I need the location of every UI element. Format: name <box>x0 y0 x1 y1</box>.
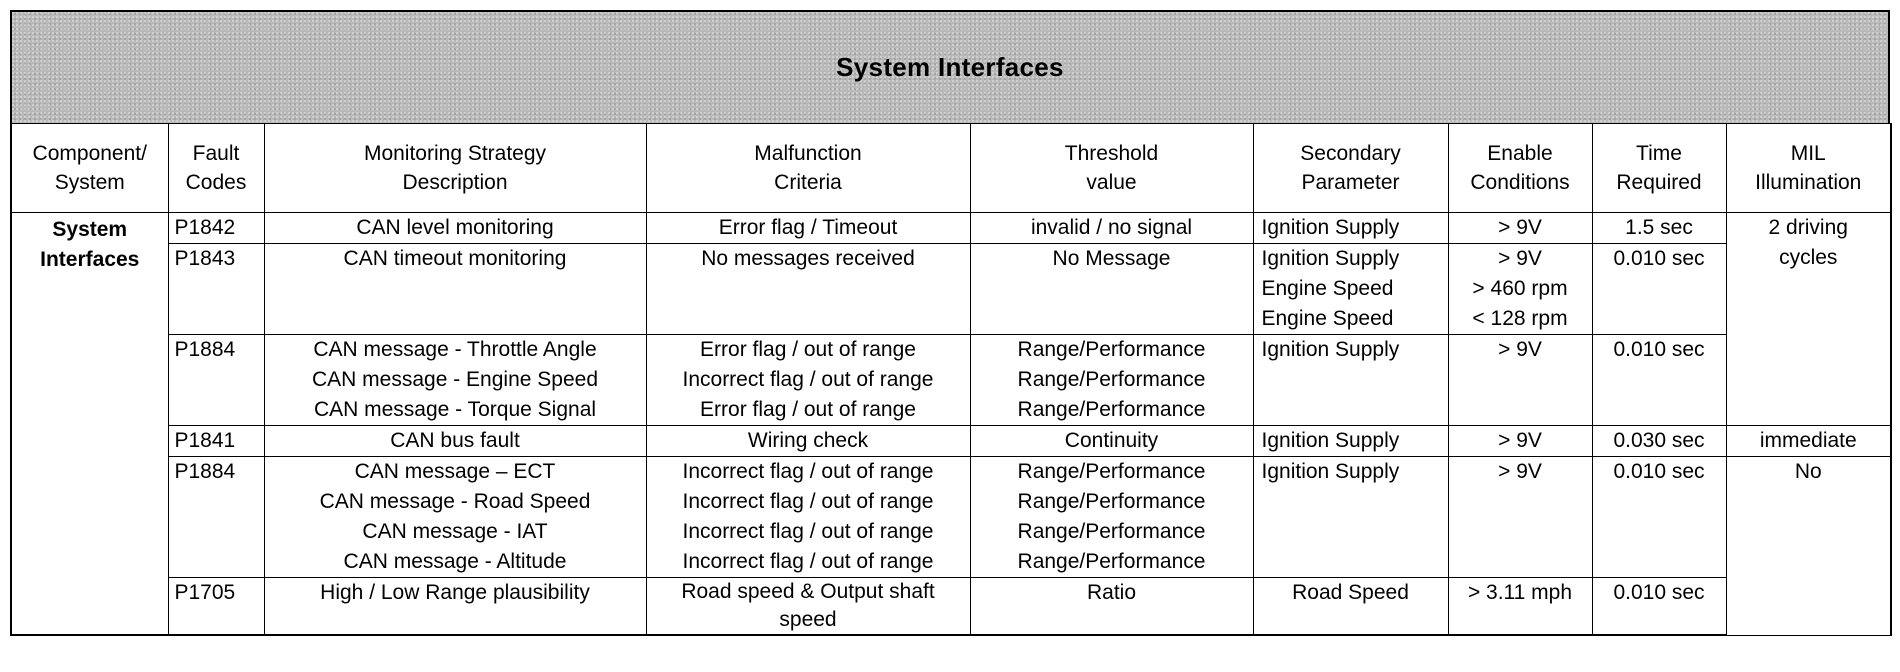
enable-text: > 9V <box>1498 338 1542 361</box>
component-label: System <box>52 218 128 241</box>
strategy-text: CAN message - Road Speed <box>319 490 591 513</box>
time-cell: 0.010 sec <box>1592 244 1726 335</box>
fault-code: P1884 <box>168 457 264 578</box>
header-fault-codes <box>168 124 264 213</box>
secondary-text: Road Speed <box>1292 581 1409 604</box>
table-row <box>11 213 1891 244</box>
enable-cell <box>1448 213 1592 244</box>
header-text: Malfunction <box>754 142 862 165</box>
criteria-text: Wiring check <box>747 429 869 452</box>
header-text: Enable <box>1487 142 1553 165</box>
header-text: Secondary <box>1300 142 1401 165</box>
mil-cell-driving-cycles <box>1726 213 1891 426</box>
enable-text: < 128 rpm <box>1472 307 1568 330</box>
threshold-text: Range/Performance <box>1017 338 1206 361</box>
secondary-text: Ignition Supply <box>1261 247 1400 270</box>
strategy-cell <box>264 244 646 335</box>
header-text: MIL <box>1790 142 1826 165</box>
strategy-cell <box>264 335 646 426</box>
component-label: Interfaces <box>40 248 140 271</box>
threshold-cell <box>970 213 1253 244</box>
component-cell <box>11 213 168 636</box>
strategy-text: CAN message - Throttle Angle <box>313 338 597 361</box>
criteria-text: No messages received <box>701 247 915 270</box>
header-text: Parameter <box>1301 171 1400 194</box>
enable-cell <box>1448 426 1592 457</box>
mil-cell-immediate: immediate <box>1726 426 1891 457</box>
threshold-cell <box>970 244 1253 335</box>
time-cell: 1.5 sec <box>1592 213 1726 244</box>
header-text: Conditions <box>1470 171 1570 194</box>
criteria-text: Incorrect flag / out of range <box>682 490 934 513</box>
criteria-text: Error flag / out of range <box>700 398 916 421</box>
threshold-text: Range/Performance <box>1017 490 1206 513</box>
enable-text: > 9V <box>1498 429 1542 452</box>
criteria-text: Incorrect flag / out of range <box>682 520 934 543</box>
criteria-text: Incorrect flag / out of range <box>682 368 934 391</box>
header-text: Illumination <box>1755 171 1862 194</box>
header-text: System <box>54 171 125 194</box>
secondary-cell <box>1253 457 1448 578</box>
secondary-text: Ignition Supply <box>1261 460 1400 483</box>
enable-text: > 9V <box>1498 460 1542 483</box>
header-text: Threshold <box>1064 142 1159 165</box>
criteria-cell <box>646 213 970 244</box>
criteria-cell <box>646 244 970 335</box>
header-secondary-parameter <box>1253 124 1448 213</box>
strategy-text: CAN bus fault <box>390 429 520 452</box>
strategy-cell <box>264 213 646 244</box>
threshold-text: Range/Performance <box>1017 550 1206 573</box>
header-text: Monitoring Strategy <box>363 142 547 165</box>
time-cell: 0.010 sec <box>1592 457 1726 578</box>
header-enable-conditions <box>1448 124 1592 213</box>
secondary-cell <box>1253 578 1448 636</box>
strategy-cell <box>264 426 646 457</box>
enable-text: > 9V <box>1498 247 1542 270</box>
table-row <box>11 578 1891 636</box>
threshold-cell <box>970 578 1253 636</box>
fault-code: P1841 <box>168 426 264 457</box>
header-text: Time <box>1636 142 1682 165</box>
criteria-text: Road speed & Output shaft speed <box>681 580 935 631</box>
header-mil-illumination <box>1726 124 1891 213</box>
header-text: value <box>1086 171 1137 194</box>
threshold-cell <box>970 426 1253 457</box>
threshold-text: Range/Performance <box>1017 398 1206 421</box>
header-text: Component/ <box>32 142 147 165</box>
criteria-cell <box>646 457 970 578</box>
criteria-cell <box>646 335 970 426</box>
header-text: Fault <box>192 142 240 165</box>
enable-cell <box>1448 457 1592 578</box>
table-row <box>11 426 1891 457</box>
enable-cell <box>1448 244 1592 335</box>
fault-code: P1843 <box>168 244 264 335</box>
table-row <box>11 457 1891 578</box>
time-cell: 0.010 sec <box>1592 578 1726 636</box>
fault-code: P1842 <box>168 213 264 244</box>
threshold-text: Range/Performance <box>1017 368 1206 391</box>
secondary-text: Ignition Supply <box>1261 429 1400 452</box>
enable-text: > 3.11 mph <box>1467 581 1573 604</box>
secondary-cell <box>1253 426 1448 457</box>
fault-code: P1705 <box>168 578 264 636</box>
criteria-text: Incorrect flag / out of range <box>682 460 934 483</box>
threshold-text: Range/Performance <box>1017 520 1206 543</box>
strategy-text: CAN timeout monitoring <box>343 247 567 270</box>
strategy-cell <box>264 578 646 636</box>
strategy-text: CAN message - Altitude <box>343 550 567 573</box>
criteria-text: Error flag / Timeout <box>718 216 898 239</box>
header-text: Description <box>402 171 508 194</box>
header-malfunction-criteria <box>646 124 970 213</box>
criteria-text: Error flag / out of range <box>700 338 916 361</box>
header-time-required <box>1592 124 1726 213</box>
fault-code: P1884 <box>168 335 264 426</box>
header-text: Required <box>1616 171 1702 194</box>
enable-text: > 460 rpm <box>1472 277 1568 300</box>
secondary-cell <box>1253 213 1448 244</box>
table-row <box>11 244 1891 335</box>
enable-cell <box>1448 578 1592 636</box>
criteria-text: Incorrect flag / out of range <box>682 550 934 573</box>
header-text: Codes <box>185 171 247 194</box>
header-monitoring-strategy <box>264 124 646 213</box>
strategy-cell <box>264 457 646 578</box>
secondary-cell <box>1253 335 1448 426</box>
strategy-text: High / Low Range plausibility <box>320 581 590 604</box>
page-title: System Interfaces <box>836 52 1064 82</box>
mil-cell-no: No <box>1726 457 1891 636</box>
secondary-text: Ignition Supply <box>1261 216 1400 239</box>
threshold-cell <box>970 335 1253 426</box>
criteria-cell <box>646 426 970 457</box>
criteria-cell <box>646 578 970 636</box>
threshold-text: No Message <box>1052 247 1171 270</box>
document-sheet <box>10 10 1890 636</box>
threshold-text: Ratio <box>1086 581 1137 604</box>
threshold-text: invalid / no signal <box>1030 216 1193 239</box>
strategy-text: CAN level monitoring <box>356 216 554 239</box>
strategy-text: CAN message - Engine Speed <box>312 368 598 391</box>
threshold-text: Range/Performance <box>1017 460 1206 483</box>
header-text: Criteria <box>774 171 842 194</box>
mil-text: cycles <box>1779 246 1838 269</box>
strategy-text: CAN message - Torque Signal <box>313 398 597 421</box>
time-cell: 0.030 sec <box>1592 426 1726 457</box>
title-banner <box>10 10 1890 123</box>
header-row <box>11 124 1891 213</box>
secondary-text: Engine Speed <box>1261 277 1394 300</box>
enable-cell <box>1448 335 1592 426</box>
strategy-text: CAN message – ECT <box>354 460 556 483</box>
time-cell: 0.010 sec <box>1592 335 1726 426</box>
secondary-text: Ignition Supply <box>1261 338 1400 361</box>
system-interfaces-table <box>10 123 1892 636</box>
header-threshold-value <box>970 124 1253 213</box>
secondary-cell <box>1253 244 1448 335</box>
threshold-cell <box>970 457 1253 578</box>
strategy-text: CAN message - IAT <box>362 520 548 543</box>
header-component-system <box>11 124 168 213</box>
table-row <box>11 335 1891 426</box>
secondary-text: Engine Speed <box>1261 307 1394 330</box>
threshold-text: Continuity <box>1064 429 1159 452</box>
mil-text: 2 driving <box>1768 216 1848 239</box>
enable-text: > 9V <box>1498 216 1542 239</box>
